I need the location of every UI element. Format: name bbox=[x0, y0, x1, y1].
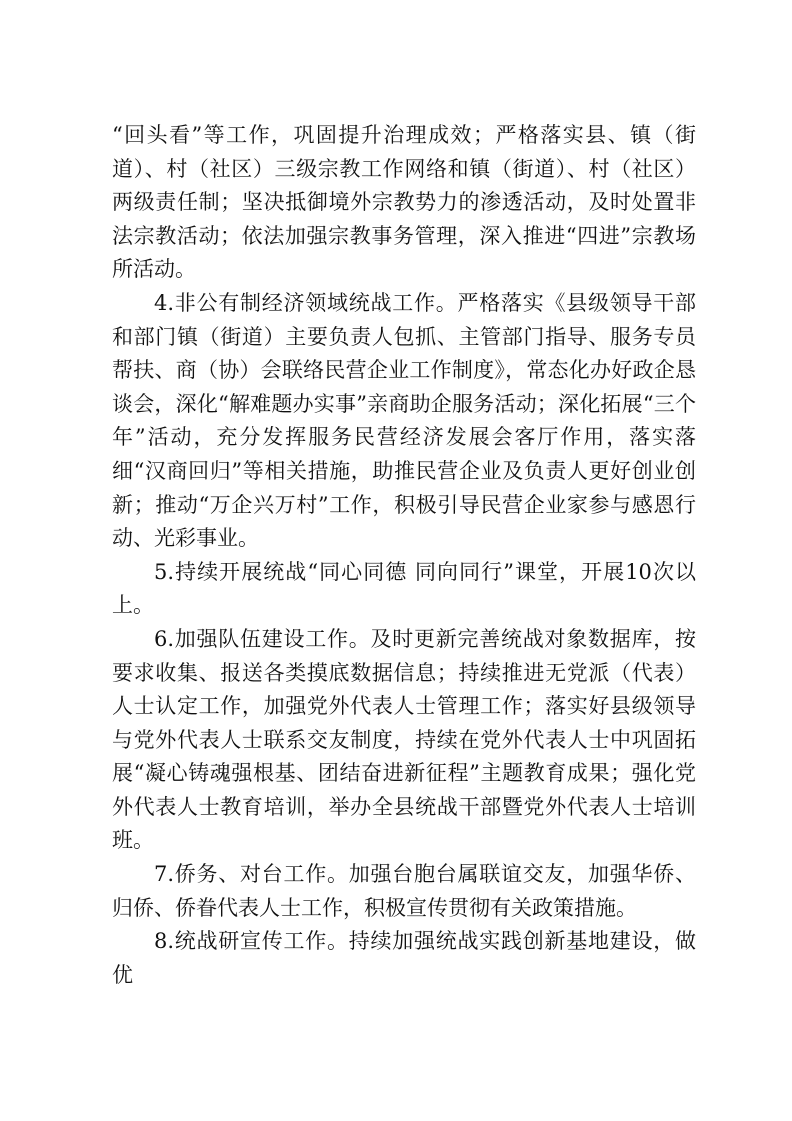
paragraph-team-building: 6.加强队伍建设工作。及时更新完善统战对象数据库，按要求收集、报送各类摸底数据信息；持续推进无党派（代表）人士认定工作，加强党外代表人士管理工作；落实好县级领导与党外代表人士联系交友制度，持续在党外代表人士中巩固拓展“凝心铸魂强根基、团结奋进新征程”主题教育成果；强化党外代表人士教育培训，举办全县统战干部暨党外代表人士培训班。 bbox=[112, 626, 696, 853]
paragraph-united-front-class: 5.持续开展统战“同心同德 同向同行”课堂，开展10次以上。 bbox=[112, 559, 696, 618]
paragraph-overseas-taiwan: 7.侨务、对台工作。加强台胞台属联谊交友，加强华侨、归侨、侨眷代表人士工作，积极宣传贯彻有关政策措施。 bbox=[112, 862, 696, 920]
paragraph-private-economy: 4.非公有制经济领域统战工作。严格落实《县级领导干部和部门镇（街道）主要负责人包抓、主管部门指导、服务专员帮扶、商（协）会联络民营企业工作制度》，常态化办好政企恳谈会，深化“解难题办实事”亲商助企服务活动；深化拓展“三个年”活动，充分发挥服务民营经济发展会客厅作用，落实落细“汉商回归”等相关措施，助推民营企业及负责人更好创业创新；推动“万企兴万村”工作，积极引导民营企业家参与感恩行动、光彩事业。 bbox=[112, 290, 696, 551]
paragraph-research-publicity: 8.统战研宣传工作。持续加强统战实践创新基地建设，做优 bbox=[112, 929, 696, 987]
paragraph-religion-continued: “回头看”等工作，巩固提升治理成效；严格落实县、镇（街道）、村（社区）三级宗教工作网络和镇（街道）、村（社区）两级责任制；坚决抵御境外宗教势力的渗透活动，及时处置非法宗教活动；依法加强宗教事务管理，深入推进“四进”宗教场所活动。 bbox=[112, 123, 696, 282]
document-body bbox=[112, 119, 696, 992]
